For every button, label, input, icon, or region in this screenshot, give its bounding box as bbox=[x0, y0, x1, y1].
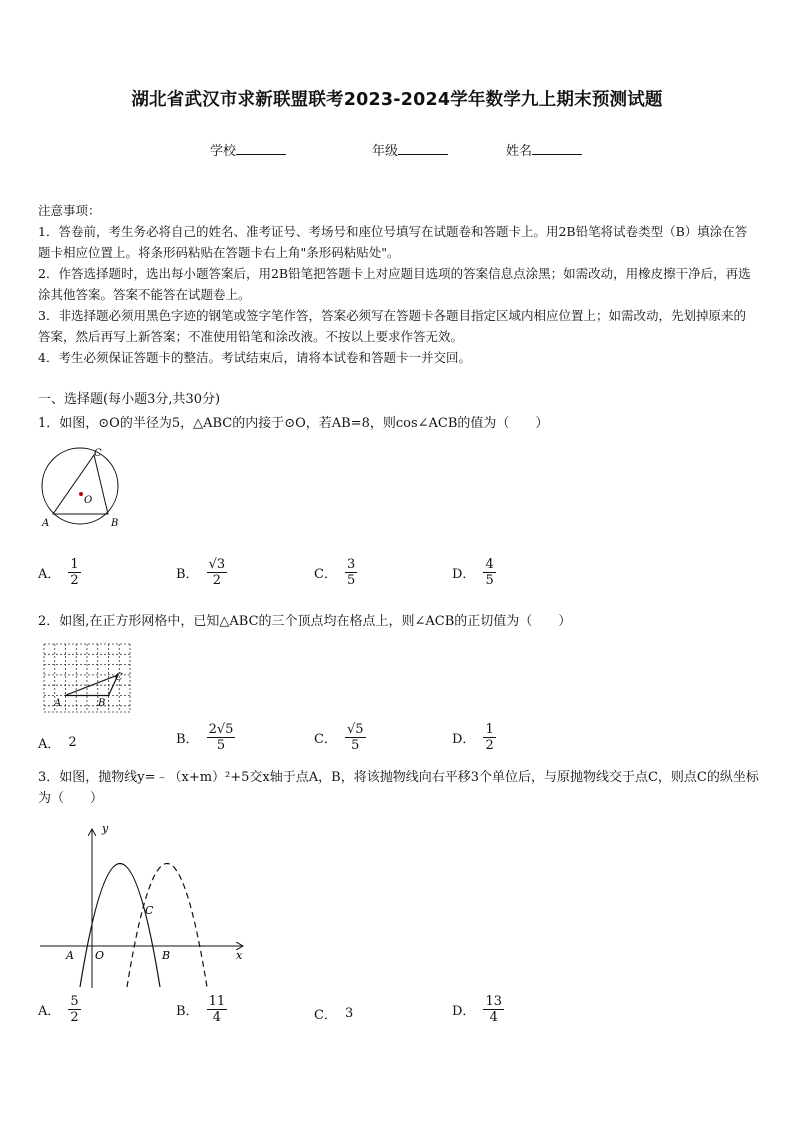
option-fraction bbox=[483, 722, 495, 753]
note-item: 2．作答选择题时，选出每小题答案后，用2B铅笔把答题卡上对应题目选项的答案信息点涂黑；如需改动，用橡皮擦干净后，再选涂其他答案。答案不能答在试题卷上。 bbox=[38, 266, 751, 302]
option-label: A． bbox=[38, 567, 61, 582]
option-fraction bbox=[483, 557, 495, 588]
option-label: C． bbox=[314, 1007, 337, 1023]
q3-option-d[interactable] bbox=[452, 994, 504, 1025]
q2-option-d[interactable] bbox=[452, 722, 496, 753]
note-item: 1．答卷前，考生务必将自己的姓名、准考证号、考场号和座位号填写在试题卷和答题卡上。用2B铅笔将试卷类型（B）填涂在答题卡相应位置上。将条形码粘贴在答题卡右上角"条形码粘贴处"。 bbox=[38, 224, 748, 260]
question-2-figure bbox=[42, 642, 134, 716]
grade-label: 年级 bbox=[372, 144, 399, 159]
option-value: 2 bbox=[68, 734, 77, 750]
option-label: D． bbox=[452, 732, 476, 747]
question-2-text: 2．如图,在正方形网格中，已知△ABC的三个顶点均在格点上，则∠ACB的正切值为（ ） bbox=[38, 614, 572, 629]
numerator: √5 bbox=[346, 722, 364, 737]
page-title: 湖北省武汉市求新联盟联考2023-2024学年数学九上期末预测试题 bbox=[131, 90, 663, 110]
q1-option-a[interactable] bbox=[38, 557, 81, 588]
denominator: 2 bbox=[212, 573, 221, 588]
q2-option-c[interactable] bbox=[314, 722, 366, 753]
label-y: y bbox=[102, 822, 109, 835]
name-blank bbox=[532, 142, 582, 155]
label-c: C bbox=[115, 672, 123, 683]
question-3-figure bbox=[38, 822, 252, 994]
notes-heading: 注意事项： bbox=[38, 203, 101, 218]
numerator: 11 bbox=[208, 994, 226, 1009]
denominator: 5 bbox=[485, 573, 494, 588]
label-o: O bbox=[84, 495, 93, 506]
option-label: A． bbox=[38, 736, 61, 752]
option-label: D． bbox=[452, 1004, 476, 1019]
denominator: 5 bbox=[351, 738, 360, 753]
grade-field bbox=[372, 140, 448, 159]
option-value: 3 bbox=[344, 1005, 354, 1021]
shifted-parabola bbox=[127, 864, 207, 988]
option-fraction bbox=[345, 722, 366, 753]
option-fraction bbox=[483, 994, 504, 1025]
label-c: C bbox=[94, 448, 102, 459]
q3-option-a[interactable] bbox=[38, 994, 81, 1025]
q2-option-a[interactable] bbox=[38, 732, 77, 752]
note-item: 3．非选择题必须用黑色字迹的钢笔或签字笔作答，答案必须写在答题卡各题目指定区域内相应位置上；如需改动，先划掉原来的答案，然后再写上新答案；不准使用铅笔和涂改液。不按以上要求作答无效。 bbox=[38, 308, 746, 344]
grade-blank bbox=[398, 142, 448, 155]
question-1-figure bbox=[36, 446, 132, 532]
option-fraction bbox=[207, 557, 228, 588]
numerator: 1 bbox=[485, 722, 494, 737]
option-label: A． bbox=[38, 1004, 61, 1019]
option-fraction bbox=[207, 722, 236, 753]
numerator: 4 bbox=[485, 557, 494, 572]
school-field bbox=[210, 140, 286, 159]
label-o: O bbox=[95, 949, 105, 962]
numerator: 5 bbox=[70, 994, 79, 1009]
denominator: 5 bbox=[346, 573, 356, 588]
name-field bbox=[506, 140, 582, 159]
option-label: C． bbox=[314, 732, 337, 747]
section-title: 一、选择题(每小题3分,共30分) bbox=[38, 392, 221, 407]
numerator: 2√5 bbox=[208, 722, 234, 737]
numerator: √3 bbox=[208, 557, 226, 572]
denominator: 2 bbox=[70, 573, 79, 588]
q1-option-d[interactable] bbox=[452, 557, 496, 588]
denominator: 4 bbox=[489, 1010, 498, 1025]
school-label: 学校 bbox=[210, 144, 237, 159]
label-a: A bbox=[42, 518, 50, 529]
option-fraction bbox=[68, 994, 80, 1025]
question-1-text: 1．如图，⊙O的半径为5，△ABC的内接于⊙O，若AB=8，则cos∠ACB的值为（ ） bbox=[38, 416, 549, 431]
denominator: 2 bbox=[485, 738, 494, 753]
option-fraction bbox=[207, 994, 228, 1025]
question-3-text: 3．如图，抛物线y=﹣（x+m）²+5交x轴于点A，B，将该抛物线向右平移3个单位后，与原抛物线交于点C，则点C的纵坐标为（ ） bbox=[38, 770, 759, 806]
option-label: B． bbox=[176, 1004, 199, 1019]
center-point bbox=[79, 492, 83, 496]
q2-option-b[interactable] bbox=[176, 722, 235, 753]
denominator: 5 bbox=[216, 738, 226, 753]
option-label: B． bbox=[176, 732, 199, 747]
label-b: B bbox=[111, 518, 119, 529]
name-label: 姓名 bbox=[506, 144, 533, 159]
q3-option-c[interactable] bbox=[314, 1003, 353, 1023]
denominator: 2 bbox=[70, 1010, 79, 1025]
numerator: 3 bbox=[346, 557, 356, 572]
note-item: 4．考生必须保证答题卡的整洁。考试结束后，请将本试卷和答题卡一并交回。 bbox=[38, 350, 471, 365]
option-fraction bbox=[345, 557, 357, 588]
option-label: C． bbox=[314, 567, 337, 582]
q3-option-b[interactable] bbox=[176, 994, 227, 1025]
denominator: 4 bbox=[212, 1010, 221, 1025]
q1-option-b[interactable] bbox=[176, 557, 227, 588]
label-a: A bbox=[54, 698, 62, 709]
option-label: B． bbox=[176, 567, 199, 582]
exam-notes bbox=[38, 200, 758, 368]
triangle-abc bbox=[53, 455, 108, 514]
label-x: x bbox=[236, 949, 243, 962]
school-blank bbox=[236, 142, 286, 155]
numerator: 1 bbox=[70, 557, 79, 572]
label-b: B bbox=[98, 698, 106, 709]
q1-option-c[interactable] bbox=[314, 557, 357, 588]
option-fraction bbox=[68, 557, 80, 588]
label-c: C bbox=[145, 904, 154, 917]
label-b: B bbox=[162, 949, 171, 962]
numerator: 13 bbox=[485, 994, 502, 1009]
option-label: D． bbox=[452, 567, 476, 582]
label-a: A bbox=[66, 949, 74, 962]
